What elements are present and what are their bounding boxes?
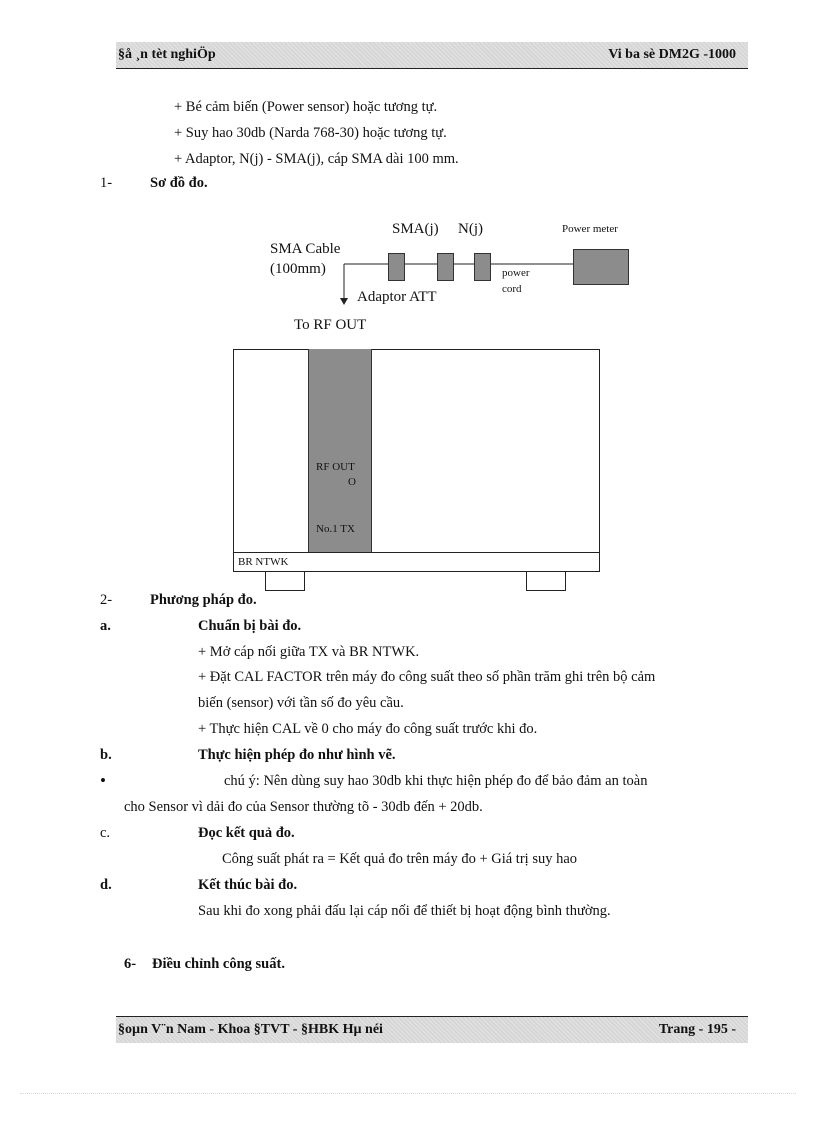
subsection-title: Thực hiện phép đo như hình vẽ. [198,747,396,763]
tx-module [308,349,372,552]
n-j-label: N(j) [458,221,483,237]
paragraph-line: + Đặt CAL FACTOR trên máy đo công suất theo số phần trăm ghi trên bộ cảm [198,669,656,685]
power-meter-block [573,249,629,285]
footer-left: §oµn V¨n Nam - Khoa §TVT - §HBK Hµ néi [118,1022,383,1037]
subsection-label: b. [100,747,112,763]
page-number: Trang - 195 - [658,1022,736,1037]
paragraph-line: + Thực hiện CAL về 0 cho máy đo công suất trước khi đo. [198,721,538,737]
paragraph-line: Sau khi đo xong phải đấu lại cáp nối để thiết bị hoạt động bình thường. [198,903,611,919]
subsection-title: Kết thúc bài đo. [198,877,298,893]
rf-out-port-mark: O [348,476,356,488]
arrow-down-icon [340,298,348,305]
sensor-block [474,253,491,281]
section-number: 6- [124,956,137,972]
br-ntwk-label: BR NTWK [238,556,289,568]
section-title: Điều chỉnh công suất. [152,956,285,972]
paragraph-line: biến (sensor) với tần số đo yêu cầu. [198,695,404,711]
note-line: cho Sensor vì dải đo của Sensor thường tõ - 30db đến + 20db. [124,799,483,815]
rf-out-label: RF OUT [316,461,355,473]
section-title: Sơ đồ đo. [150,175,208,191]
to-rf-out-label: To RF OUT [294,317,367,333]
sma-j-label: SMA(j) [392,221,439,237]
bullet-icon: • [100,771,106,790]
adaptor-block [388,253,405,281]
list-item: + Bé cảm biến (Power sensor) hoặc tương tự. [174,99,438,115]
att-block [437,253,454,281]
right-foot [526,572,566,591]
subsection-label: d. [100,877,112,893]
header-left: §å ¸n tèt nghiÖp [118,47,216,62]
paragraph-line: + Mở cáp nối giữa TX và BR NTWK. [198,644,420,660]
section-number: 2- [100,592,113,608]
list-item: + Suy hao 30db (Narda 768-30) hoặc tương tự. [174,125,447,141]
page-footer [116,1016,748,1043]
formula-line: Công suất phát ra = Kết quả đo trên máy đo + Giá trị suy hao [222,851,578,867]
section-title: Phương pháp đo. [150,592,257,608]
header-right: Vi ba sè DM2G -1000 [608,47,736,62]
equipment-box [233,349,600,572]
subsection-title: Chuẩn bị bài đo. [198,618,302,634]
subsection-title: Đọc kết quả đo. [198,825,295,841]
power-meter-label: Power meter [562,223,618,235]
cable-length-label: (100mm) [270,261,326,277]
left-foot [265,572,305,591]
sma-cable-label: SMA Cable [270,241,341,257]
section-number: 1- [100,175,113,191]
bottom-divider [20,1093,796,1094]
subsection-label: a. [100,618,111,634]
br-ntwk-divider [233,552,600,553]
note-line: chú ý: Nên dùng suy hao 30db khi thực hiện phép đo để bảo đảm an toàn [224,773,648,789]
tx-label: No.1 TX [316,523,355,535]
adaptor-att-label: Adaptor ATT [357,289,437,305]
power-label: power [502,267,530,279]
subsection-label: c. [100,825,111,841]
cord-label: cord [502,283,522,295]
list-item: + Adaptor, N(j) - SMA(j), cáp SMA dài 100 mm. [174,151,459,167]
